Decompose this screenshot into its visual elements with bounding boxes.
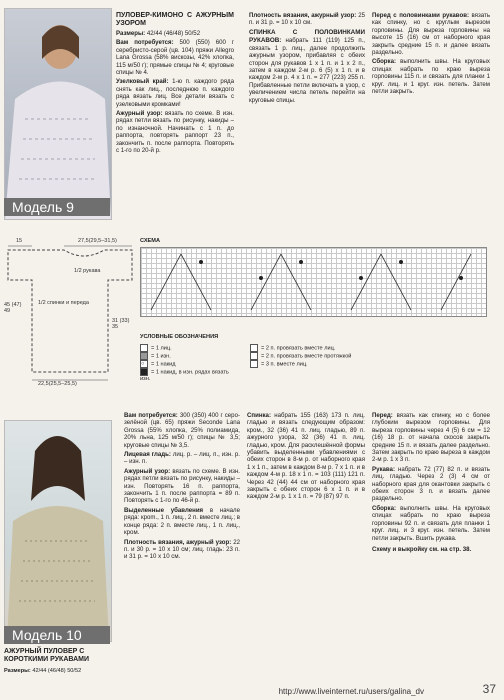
model9-column-2 — [249, 12, 365, 106]
model10-face: лиц. р. – лиц. п., изн. р. – изн. п. — [124, 451, 240, 466]
legend-item: ○ = 1 накид — [141, 361, 176, 368]
model9-column-1 — [116, 12, 234, 157]
legend-item: = 2 п. провязать вместе протяжкой — [250, 352, 390, 360]
model9-title: ПУЛОВЕР-КИМОНО С АЖУРНЫМ УЗОРОМ — [116, 12, 234, 27]
page-number: 37 — [482, 682, 496, 696]
dim-hem: 22,5(25,5–25,5) — [38, 381, 77, 387]
model10-assembly-label: Сборка: — [372, 504, 396, 512]
model9-sizes: 42/44 (46/48) 50/52 — [146, 30, 201, 37]
legend-title: УСЛОВНЫЕ ОБОЗНАЧЕНИЯ — [140, 334, 219, 340]
dim-half-back-front: 1/2 спинки и переда — [38, 300, 89, 306]
legend-item: = 1 изн. — [140, 352, 240, 360]
scheme-reference: Схему и выкройку см. на стр. 38. — [372, 545, 472, 553]
schematic-drawing — [4, 240, 136, 390]
model10-assembly: выполнить швы. На круговых спицах набрать по краю выреза горловины 92 п. и связать для планки 1 круг. лиц. и 3 круг. изн. петель. Затем петли закрыть. Вшить рукава. — [372, 504, 490, 542]
model9-back-label: СПИНКА С ПОЛОВИНКАМИ РУКАВОВ: — [249, 28, 365, 44]
model9-density-label: Плотность вязания, ажурный узор: — [249, 12, 357, 19]
model10-front: вязать как спинку, но с более глубоким вырезом горловины. Для выреза горловины через 4 (5) 6 см = 12 (16) 18 р. от начала скосов закрыть средние 15 п. и вязать далее раздельно. Затем закрыть по краю выреза в каждом 2-м р. 1 х 3 п. — [372, 412, 490, 464]
model10-column-1 — [124, 412, 240, 563]
dim-neck: 15 — [16, 238, 23, 244]
model10-sleeves-label: Рукава: — [372, 465, 395, 473]
dim-side: 31 (33) 35 — [112, 318, 130, 330]
legend-col-2 — [250, 344, 390, 368]
model10-title: АЖУРНЫЙ ПУЛОВЕР С КОРОТКИМИ РУКАВАМИ — [4, 648, 90, 663]
model9-edge-label: Узелковый край: — [116, 78, 169, 86]
model9-density: 25 п. и 31 р. = 10 х 10 см. — [249, 12, 365, 27]
model10-photo-figure — [5, 421, 111, 641]
model9-need-label: Вам потребуется: — [116, 39, 174, 47]
model9-lace-label: Ажурный узор: — [116, 110, 163, 118]
legend-col-1 — [140, 344, 240, 383]
dim-length: 45 (47) 49 — [4, 302, 22, 314]
legend-item: = 1 накид, в изн. рядах вязать изн. — [140, 369, 229, 383]
garment-schematic — [4, 240, 136, 390]
model10-front-label: Перед: — [372, 412, 393, 419]
model9-sizes-label: Размеры: — [116, 30, 146, 37]
model9-photo-figure — [5, 9, 111, 219]
model10-column-2 — [247, 412, 365, 503]
model9-edge: 1-ю п. каждого ряда снять как лиц., последнюю п. каждого ряда вязать лиц. Все детали вязать с узелковыми кромками! — [116, 78, 234, 108]
dim-sleeve-width: 27,5(29,5–31,5) — [78, 238, 117, 244]
model10-density: 22 п. и 30 р. = 10 х 10 см; лиц. гладь: 23 п. и 31 р. = 10 х 10 см. — [124, 538, 240, 561]
model10-column-3 — [372, 412, 490, 555]
model10-sizes-line: Размеры: 42/44 (46/48) 50/52 — [4, 668, 82, 674]
model9-photo — [4, 8, 112, 220]
model9-lace: вязать по схеме. В изн. рядах петли вязать по рисунку, накиды – по изнаночной. Начинать с 1 п. до раппорта, повторять раппорт 23 п., закончить п. после раппорта. Повторять с 1-го по 20-й р. — [116, 110, 234, 155]
model10-dec-label: Выделенные убавления — [124, 506, 204, 514]
lace-chart-area — [140, 238, 500, 394]
model9-front: вязать как спинку, но с круглым вырезом горловины. Для выреза горловины на высоте 15 (16) см от наборного края закрыть средние 15 п. и далее вязать раздельно. — [372, 12, 490, 57]
model9-need: 500 (550) 600 г серебристо-серой (цв. 104) пряжи Allegro Lana Grossa (58% вискозы, 42% хлопка, 115 м/50 г); прямые спицы № 4; круговые спицы № 4. — [116, 39, 234, 77]
legend-item: = 3 п. вместе лиц. — [250, 360, 390, 368]
model10-dec: в начале ряда: крom., 1 п. лиц., 2 п. вместе лиц.; в конце ряда: 2 п. вместе лиц., 1 п. лиц., кром. — [124, 506, 241, 537]
model10-back: набрать 155 (163) 173 п. лиц. гладью и вязать следующим образом: кром., 32 (36) 41 п. лиц. гладью, 89 п. ажурного узора, 32 (36) 41 п. лиц. гладью, кром. Для расклешённой формы убавить выделенными убавлениями с обеих сторон в 8-м р. от наборного края 1 х 1 п., затем в каждом 8-м р. 7 х 1 п. и в каждом 4-м р. 18 х 1 п. = 103 (111) 121 п. Через 42 (44) 44 см от наборного края закрыть с обеих сторон 6 х 1 п. и в каждом 2-м р. 1 х 1 п. = 79 (87) 97 п. — [247, 412, 365, 501]
model9-front-label: Перед с половинками рукавов: — [372, 12, 469, 19]
model9-back: набрать 111 (119) 125 п., связать 1 р. лиц., далее продолжить ажурным узором, прибавляя с обеих сторон для рукавов 1 х 1 п. и 1 х 2 п., затем в каждом 2-м р. 6 (5) х 1 п. и в каждом 2-м р. 4 х 1 п. = 277 (223) 255 п. Прибавленные петли включать в узор, с увеличением числа петель перейти на круговые спицы. — [249, 36, 365, 104]
model10-lace-label: Ажурный узор: — [124, 467, 171, 475]
model10-lace: вязать по схеме. В изн. рядах петли вязать по рисунку, накиды – изн. Повторять 16 п. раппорта, закончить 1 п. после раппорта = 89 п. Повторять с 1-го по 46-й р. — [124, 467, 240, 505]
model10-need: 300 (350) 400 г серо-зелёной (цв. 65) пряжи Seconde Lana Grossa (55% хлопка, 25% полиамида, 20% льна, 125 м/50 г); спицы № 3,5; круговые спицы № 3,5. — [124, 412, 240, 449]
model10-density-label: Плотность вязания, ажурный узор: — [124, 538, 232, 546]
model10-need-label: Вам потребуется: — [124, 412, 178, 419]
legend-item: = 2 п. провязать вместе лиц. — [250, 344, 390, 352]
scheme-title: СХЕМА — [140, 238, 160, 244]
lace-chart-symbols — [141, 248, 486, 316]
model9-column-3 — [372, 12, 490, 97]
model9-label: Модель 9 — [4, 198, 110, 216]
model10-sleeves: набрать 72 (77) 82 п. и вязать лиц. гладью. Через 2 (3) 4 см от наборного края для окантовки закрыть с обеих сторон 3 п. и вязать далее раздельно. — [372, 465, 490, 503]
watermark-link[interactable]: http://www.liveinternet.ru/users/galina_dv — [278, 687, 424, 696]
model9-assembly: выполнить швы. На круговых спицах набрать по краю выреза горловины 115 п. и связать для планки 1 круг. лиц. и 1 круг. изн. петель. Затем петли закрыть. — [372, 58, 490, 96]
model10-back-label: Спинка: — [247, 412, 271, 419]
model10-photo — [4, 420, 112, 642]
model10-face-label: Лицевая гладь: — [124, 451, 171, 459]
legend-item: = 1 лиц. — [140, 344, 240, 352]
model9-assembly-label: Сборка: — [372, 58, 396, 66]
dim-half-sleeve: 1/2 рукава — [74, 268, 101, 274]
lace-chart-grid — [140, 247, 487, 317]
model10-label: Модель 10 — [4, 626, 110, 644]
